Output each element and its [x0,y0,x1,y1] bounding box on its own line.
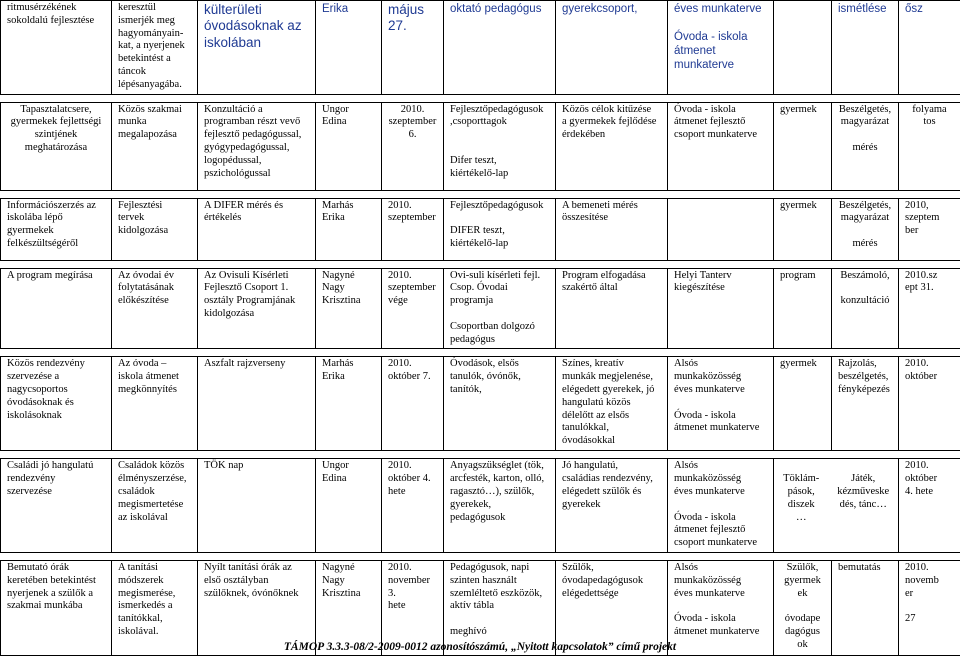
table-cell: Anyagszükséglet (tök, arcfesték, karton, olló, ragasztó…), szülők, gyerekek, pedagógusok [444,459,556,553]
table-cell: Közös célok kitűzése a gyermekek fejlődése érdekében [556,102,668,190]
table-cell: Óvodások, elsős tanulók, óvónők, tanítók, [444,357,556,451]
table-row [1,268,960,349]
table-cell: gyermek [774,198,832,260]
table-cell: Marhás Erika [316,198,382,260]
table-cell: Program elfogadása szakértő által [556,268,668,349]
table-cell: Alsós munkaközösség éves munkaterve Óvoda - iskola átmenet munkaterve [668,357,774,451]
table-cell [774,1,832,95]
row-gap [1,349,960,357]
table-cell: ősz [899,1,960,95]
table-cell: Aszfalt rajzverseny [198,357,316,451]
table-cell: Pedagógusok, napi szinten használt szemléltető eszközök, aktív tábla meghívó [444,560,556,655]
table-cell: Közös rendezvény szervezése a nagycsoportos óvodásoknak és iskolásoknak [1,357,112,451]
table-cell: 2010. novemb er 27 [899,560,960,655]
table-cell: 2010. október 7. [382,357,444,451]
table-cell: Szülők, gyermek ek óvodape dagógus ok [774,560,832,655]
table-cell: Ungor Edina [316,459,382,553]
table-cell: Közös szakmai munka megalapozása [112,102,198,190]
table-cell: A tanítási módszerek megismerése, ismerkedés a tanítókkal, iskolával. [112,560,198,655]
table-cell: A program megírása [1,268,112,349]
table-cell: Alsós munkaközösség éves munkaterve Óvoda - iskola átmenet munkaterve [668,560,774,655]
table-cell: Fejlesztőpedagógusok DIFER teszt, kiértékelő-lap [444,198,556,260]
table-cell: 2010. szeptember 6. [382,102,444,190]
table-cell: bemutatás [832,560,899,655]
table-cell: Beszélgetés, magyarázat mérés [832,198,899,260]
table-cell: Fejlesztési tervek kidolgozása [112,198,198,260]
table-cell: oktató pedagógus [444,1,556,95]
table-cell: gyermek [774,357,832,451]
table-cell: Tapasztalatcsere, gyermekek fejlettségi szintjének meghatározása [1,102,112,190]
table-cell: Beszámoló, konzultáció [832,268,899,349]
table-cell: május 27. [382,1,444,95]
table-cell: Óvoda - iskola átmenet fejlesztő csoport munkaterve [668,102,774,190]
table-cell: A DIFER mérés és értékelés [198,198,316,260]
table-cell: Ovi-suli kísérleti fejl. Csop. Óvodai programja Csoportban dolgozó pedagógus [444,268,556,349]
table-cell: 2010.sz ept 31. [899,268,960,349]
table-cell: Az Ovisuli Kísérleti Fejlesztő Csoport 1. osztály Programjának kidolgozása [198,268,316,349]
table-cell: Az óvodai év folytatásának előkészítése [112,268,198,349]
table-row [1,198,960,260]
row-gap [1,190,960,198]
table-cell: külterületi óvodásoknak az iskolában [198,1,316,95]
table-cell: Erika [316,1,382,95]
table-cell: gyermek [774,102,832,190]
table-cell: 2010. október 4. hete [382,459,444,553]
table-cell: gyerekcsoport, [556,1,668,95]
table-cell: TÖK nap [198,459,316,553]
table-cell: Családok közös élményszerzése, családok megismertetése az iskolával [112,459,198,553]
table-cell: Az óvoda – iskola átmenet megkönnyítés [112,357,198,451]
row-gap [1,552,960,560]
table-cell: folyama tos [899,102,960,190]
row-gap [1,451,960,459]
table-cell: 2010. október [899,357,960,451]
table-row [1,102,960,190]
project-footer: TÁMOP 3.3.3-08/2-2009-0012 azonosítószámú, „Nyitott kapcsolatok” című projekt [283,641,677,653]
table-cell: Információszerzés az iskolába lépő gyermekek felkészültségéről [1,198,112,260]
table-cell: Beszélgetés, magyarázat mérés [832,102,899,190]
table-row [1,1,960,95]
table-cell: ismétlése [832,1,899,95]
table-cell: Marhás Erika [316,357,382,451]
table-cell: Konzultáció a programban részt vevő fejlesztő pedagógussal, gyógypedagógussal, logopédussal, pszichológussal [198,102,316,190]
table-cell: éves munkaterve Óvoda - iskola átmenet munkaterve [668,1,774,95]
split-cell [776,473,896,524]
table-cell: Nagyné Nagy Krisztina [316,268,382,349]
table-cell: A bemeneti mérés összesítése [556,198,668,260]
table-cell: 2010. október 4. hete [899,459,960,553]
table-cell: 2010. szeptember [382,198,444,260]
table-cell: Jó hangulatú, családias rendezvény, elégedett szülők és gyerekek [556,459,668,553]
table-cell: Családi jó hangulatú rendezvény szervezése [1,459,112,553]
table-cell: Ungor Edina [316,102,382,190]
table-row [1,357,960,451]
table-cell: Helyi Tanterv kiegészítése [668,268,774,349]
table-cell: 2010. november 3. hete [382,560,444,655]
table-cell: keresztül ismerjék meg hagyományain- kat, a nyerjenek betekintést a táncok lépésanyagába. [112,1,198,95]
table-cell: Színes, kreatív munkák megjelenése, elégedett gyerekek, jó hangulatú közös délelőtt az elsős tanulókkal, óvodásokkal [556,357,668,451]
table-cell: Töklám- pások, diszek … [783,473,820,523]
table-cell: Fejlesztőpedagógusok ,csoporttagok Difer teszt, kiértékelő-lap [444,102,556,190]
table-cell: Rajzolás, beszélgetés, fényképezés [832,357,899,451]
row-gap [1,94,960,102]
table-cell-group [774,459,899,553]
table-row [1,459,960,553]
table-cell: Nagyné Nagy Krisztina [316,560,382,655]
table-cell [668,198,774,260]
table-cell: Nyílt tanítási órák az első osztályban szülőknek, óvónőknek [198,560,316,655]
table-cell: 2010. szeptember vége [382,268,444,349]
table-cell: ritmusérzékének sokoldalú fejlesztése [1,1,112,95]
table-cell: Játék, kézműveske dés, tánc… [837,473,890,510]
table-cell: Szülők, óvodapedagógusok elégedettsége [556,560,668,655]
row-gap [1,260,960,268]
table-cell: program [774,268,832,349]
table-cell: Bemutató órák keretében betekintést nyerjenek a szülők a szakmai munkába [1,560,112,655]
table-cell: Alsós munkaközösség éves munkaterve Óvoda - iskola átmenet fejlesztő csoport munkaterve [668,459,774,553]
table-cell: 2010, szeptem ber [899,198,960,260]
